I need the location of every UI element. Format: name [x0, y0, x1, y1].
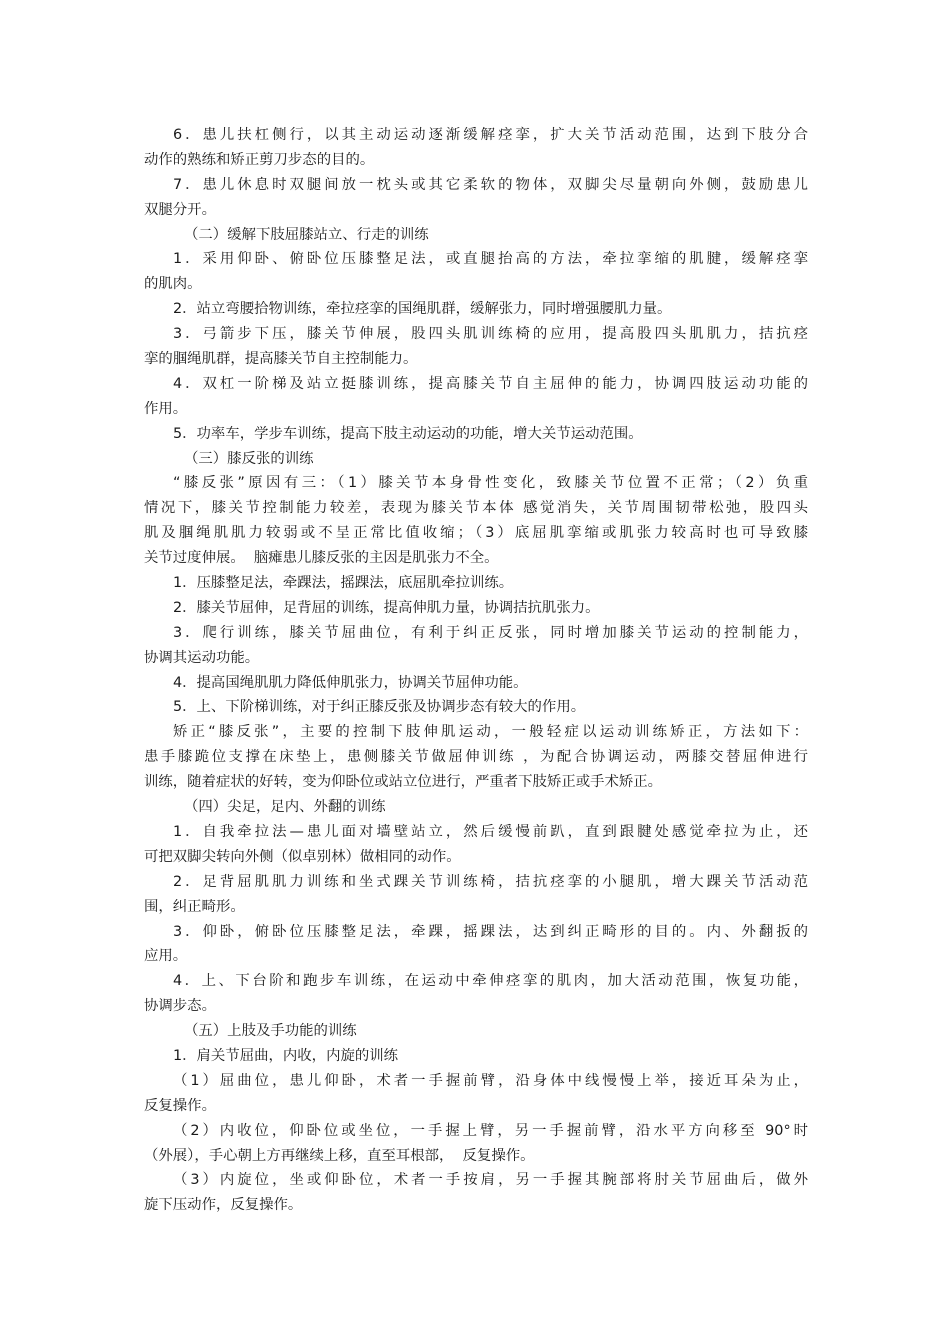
text-line: 动作的熟练和矫正剪刀步态的目的。 [144, 151, 375, 168]
text-line: 2．站立弯腰拾物训练，牵拉痉挛的国绳肌群，缓解张力，同时增强腰肌力量。 [173, 301, 672, 318]
text-line: 矫正“膝反张”，主要的控制下肢伸肌运动，一般轻症以运动训练矫正，方法如下： [173, 724, 808, 741]
text-line: 1．自我牵拉法—患儿面对墙壁站立，然后缓慢前趴，直到跟腱处感觉牵拉为止，还 [173, 823, 808, 840]
text-line: 旋下压动作，反复操作。 [144, 1197, 303, 1214]
text-line: 4．提高国绳肌肌力降低伸肌张力，协调关节屈伸功能。 [173, 674, 528, 691]
document-page [144, 123, 808, 1218]
text-line: 可把双脚尖转向外侧（似卓别林）做相同的动作。 [144, 848, 461, 865]
text-line: “膝反张”原因有三：（1）膝关节本身骨性变化，致膝关节位置不正常；（2）负重 [173, 475, 808, 492]
text-line: 的肌肉。 [144, 276, 202, 293]
text-line: 协调其运动功能。 [144, 649, 260, 666]
text-line: 作用。 [144, 400, 188, 417]
text-line: （1）屈曲位，患儿仰卧，术者一手握前臂，沿身体中线慢慢上举，接近耳朵为止， [173, 1072, 808, 1089]
text-line: （三）膝反张的训练 [184, 450, 314, 467]
text-line: 1．压膝整足法，牵踝法，摇踝法，底屈肌牵拉训练。 [173, 575, 514, 592]
text-line: 3．仰卧，俯卧位压膝整足法，牵踝，摇踝法，达到纠正畸形的目的。内、外翻扳的 [173, 923, 808, 940]
text-line: 围，纠正畸形。 [144, 898, 245, 915]
text-line: 2．足背屈肌肌力训练和坐式踝关节训练椅，拮抗痉挛的小腿肌，增大踝关节活动范 [173, 873, 808, 890]
text-line: 3．弓箭步下压，膝关节伸展，股四头肌训练椅的应用，提高股四头肌肌力，拮抗痉 [173, 326, 808, 343]
text-line: 4．双杠一阶梯及站立挺膝训练，提高膝关节自主屈伸的能力，协调四肢运动功能的 [173, 375, 808, 392]
text-line: 6．患儿扶杠侧行，以其主动运动逐渐缓解痉挛，扩大关节活动范围，达到下肢分合 [173, 127, 808, 143]
text-line: 7．患儿休息时双腿间放一枕头或其它柔软的物体，双脚尖尽量朝向外侧，鼓励患儿 [173, 176, 808, 193]
text-line: 情况下，膝关节控制能力较差，表现为膝关节本体 感觉消失，关节周围韧带松弛，股四头 [144, 500, 808, 517]
text-line: 5．功率车，学步车训练，提高下肢主动运动的功能，增大关节运动范围。 [173, 425, 643, 442]
text-line: 反复操作。 [144, 1097, 216, 1114]
text-line: 挛的腘绳肌群，提高膝关节自主控制能力。 [144, 351, 418, 368]
text-line: （五）上肢及手功能的训练 [184, 1023, 357, 1040]
text-line: 1．肩关节屈曲，内收，内旋的训练 [173, 1047, 399, 1064]
text-line: 训练，随着症状的好转，变为仰卧位或站立位进行，严重者下肢矫正或手术矫正。 [144, 774, 663, 791]
text-line: 1．采用仰卧、俯卧位压膝整足法，或直腿抬高的方法，牵拉挛缩的肌腱，缓解痉挛 [173, 251, 808, 268]
text-line: （2）内收位，仰卧位或坐位，一手握上臂，另一手握前臂，沿水平方向移至 90°时 [173, 1122, 808, 1139]
text-line: 4．上、下台阶和跑步车训练，在运动中牵伸痉挛的肌肉，加大活动范围，恢复功能， [173, 973, 808, 990]
text-line: 肌及腘绳肌肌力较弱或不呈正常比值收缩；（3）底屈肌挛缩或肌张力较高时也可导致膝 [144, 525, 808, 542]
text-line: （外展），手心朝上方再继续上移，直至耳根部， 反复操作。 [144, 1147, 535, 1164]
text-line: 双腿分开。 [144, 201, 216, 218]
text-line: （四）尖足，足内、外翻的训练 [184, 799, 386, 816]
text-line: 患手膝跪位支撑在床垫上，患侧膝关节做屈伸训练 ，为配合协调运动，两膝交替屈伸进行 [144, 749, 808, 766]
text-line: （3）内旋位，坐或仰卧位，术者一手按肩，另一手握其腕部将肘关节屈曲后，做外 [173, 1172, 808, 1189]
text-line: 协调步态。 [144, 998, 216, 1015]
text-line: 应用。 [144, 948, 188, 965]
text-line: 5．上、下阶梯训练，对于纠正膝反张及协调步态有较大的作用。 [173, 699, 586, 716]
text-line: （二）缓解下肢屈膝站立、行走的训练 [184, 226, 429, 243]
text-line: 2．膝关节屈伸，足背屈的训练，提高伸肌力量，协调拮抗肌张力。 [173, 599, 600, 616]
text-line: 关节过度伸展。 脑瘫患儿膝反张的主因是肌张力不全。 [144, 550, 499, 567]
text-line: 3．爬行训练，膝关节屈曲位，有利于纠正反张，同时增加膝关节运动的控制能力， [173, 624, 808, 641]
